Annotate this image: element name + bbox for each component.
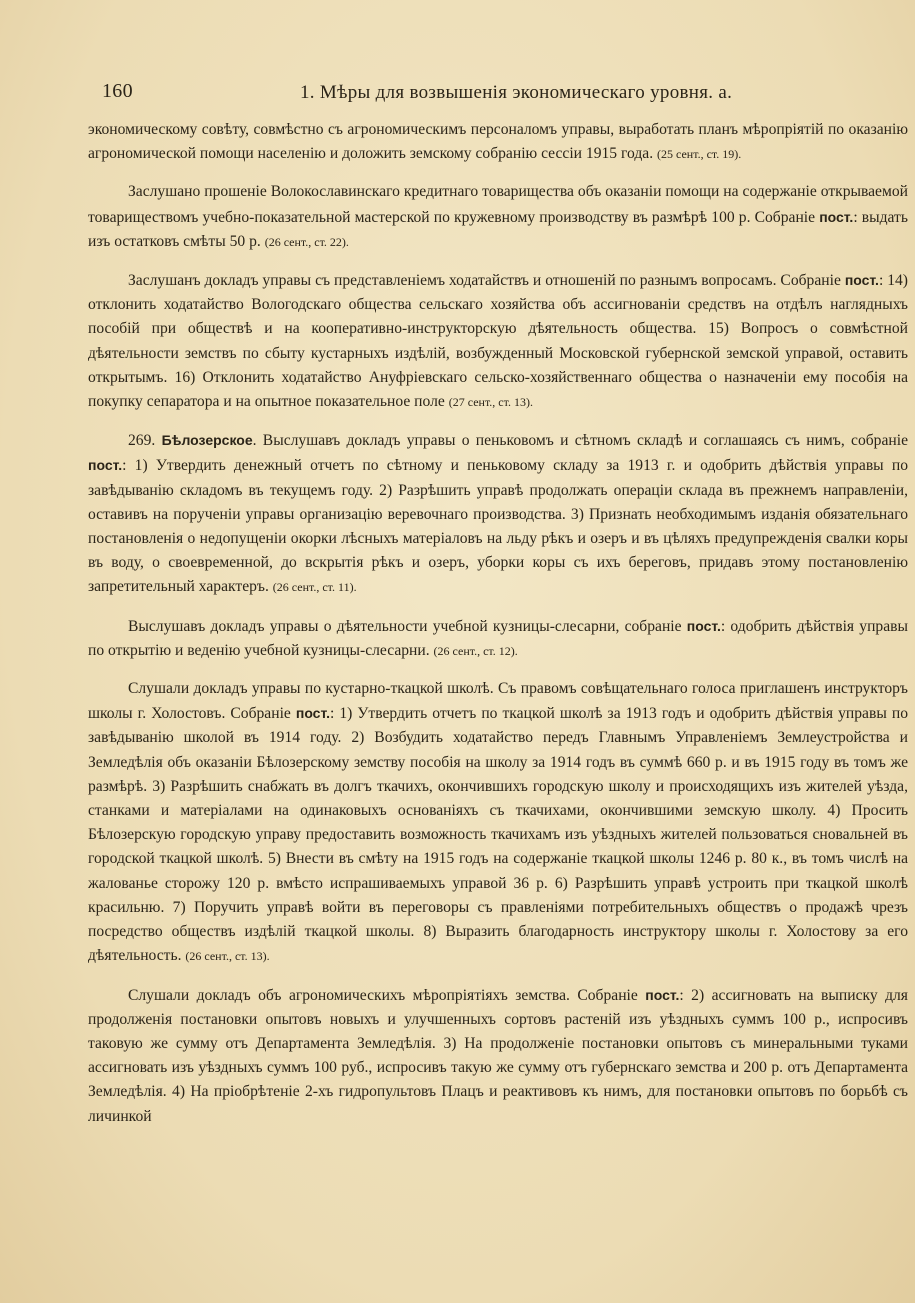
keyword: Бѣлозерское [161,432,253,449]
page-number: 160 [102,80,133,102]
text-run: Выслушавъ докладъ управы о дѣятельности учебной кузницы-слесарни, собраніе [128,617,687,635]
text-run: Заслушано прошеніе Волокославинскаго кредитнаго товарищества объ оказаніи помощи на содержаніе открываемой товариществомъ учебно-показательной мастерской по кружевному производству въ размѣрѣ 100 р. Собраніе [88,183,908,226]
text-run: : одобрить дѣйствія управы по открытію и веденію учебной кузницы-слесарни. [88,617,908,659]
text-run: : 1) Утвердить отчетъ по ткацкой школѣ за 1913 годъ и одобрить дѣйствія управы по завѣдыванію школой въ 1914 году. 2) Возбудить ходатайство передъ Главнымъ Управленіемъ Землеустройства и Земледѣлія объ оказаніи Бѣлозерскому земству пособія на школу за 1914 годъ въ суммѣ 660 р. и въ 1915 году въ томъ же размѣрѣ. 3) Разрѣшить снабжать въ долгъ ткачихъ, окончившихъ городскую школу и происходящихъ изъ жителей уѣзда, станками и матеріалами на одинаковыхъ основаніяхъ съ ткачихами, окончившими земскую школу. 4) Просить Бѣлозерскую городскую управу предоставить возможность ткачихамъ изъ уѣздныхъ жителей пользоваться сновальней въ городской ткацкой школѣ. 5) Внести въ смѣту на 1915 годъ на содержаніе ткацкой школы 1246 р. 80 к., въ томъ числѣ на жалованье сторожу 120 р. вмѣсто испрашиваемыхъ управой 36 р. 6) Разрѣшить управѣ устроить при ткацкой школѣ красильню. 7) Поручить управѣ войти въ переговоры съ правленіями потребительныхъ обществъ о продажѣ чрезъ посредство обществъ издѣлій ткацкой школы. 8) Выразить благодарность инструктору школы г. Холостову за его дѣятельность. [88,705,908,965]
keyword: пост. [686,617,721,634]
reference: (26 сент., ст. 13). [185,949,270,964]
reference: (26 сент., ст. 11). [272,580,357,595]
paragraph [88,268,908,414]
text-run: Слушали докладъ управы по кустарно-ткацкой школѣ. Съ правомъ совѣщательнаго голоса приглашенъ инструкторъ школы г. Холостовъ. Собраніе [88,680,908,723]
keyword: пост. [295,705,330,722]
running-title: 1. Мѣры для возвышенія экономическаго уровня. а. [300,82,733,103]
text-run: : 14) отклонить ходатайство Вологодскаго общества сельскаго хозяйства объ ассигнованіи средствъ на отдѣлъ наглядныхъ пособій при обществѣ и на кооперативно-инструкторскую дѣятельность общества. 15) Вопросъ о совмѣстной дѣятельности земствъ по сбыту кустарныхъ издѣлій, возбужденный Московской губернской земской управой, оставить открытымъ. 16) Отклонить ходатайство Ануфріевскаго сельско-хозяйственнаго общества о назначеніи ему пособія на покупку сепаратора и на опытное показательное поле [88,272,908,411]
page-header [102,80,882,110]
paragraph [88,983,908,1129]
text-run: 269. [128,432,162,450]
paragraph [88,677,908,968]
text-run: Слушали докладъ объ агрономическихъ мѣропріятіяхъ земства. Собраніе [128,986,646,1004]
body-text [88,118,908,1143]
reference: (27 сент., ст. 13). [448,395,533,410]
text-run: Заслушанъ докладъ управы съ представленіемъ ходатайствъ и отношеній по разнымъ вопросамъ. Собраніе [128,272,845,290]
text-run: экономическому совѣту, совмѣстно съ агрономическимъ персоналомъ управы, выработать планъ мѣропріятій по оказанію агрономической помощи населенію и доложить земскому собранію сессіи 1915 года. [88,121,908,163]
text-run: : выдать изъ остатковъ смѣты 50 р. [88,208,908,250]
keyword: пост. [88,457,123,474]
reference: (26 сент., ст. 22). [264,234,349,249]
reference: (26 сент., ст. 12). [433,643,518,658]
text-run: . Выслушавъ докладъ управы о пеньковомъ и сѣтномъ складѣ и соглашаясь съ нимъ, собраніе [252,432,908,450]
paragraph [88,614,908,663]
keyword: пост. [645,986,680,1003]
text-run: : 2) ассигновать на выписку для продолженія постановки опытовъ новыхъ и улучшенныхъ сортовъ растеній изъ уѣздныхъ суммъ 100 р., испросивъ таковую же сумму отъ Департамента Земледѣлія. 3) На продолженіе постановки опытовъ съ минеральными туками ассигновать изъ уѣздныхъ суммъ 100 руб., испросивъ такую же сумму отъ губернскаго земства и 200 р. отъ Департамента Земледѣлія. 4) На пріобрѣтеніе 2-хъ гидропультовъ Плацъ и реактивовъ къ нимъ, для постановки опытовъ по борьбѣ съ личинкой [88,986,908,1125]
paragraph [88,428,908,599]
keyword: пост. [844,272,879,289]
text-run: : 1) Утвердить денежный отчетъ по сѣтному и пеньковому складу за 1913 г. и одобрить дѣйствія управы по завѣдыванію складомъ въ текущемъ году. 2) Разрѣшить управѣ продолжать операціи склада въ прежнемъ направленіи, оставивъ на порученіи управы организацію веревочнаго производства. 3) Признать необходимымъ изданія обязательнаго постановленія о недопущеніи окорки лѣсныхъ матеріаловъ на льду рѣкъ и озеръ и въ цѣляхъ предупрежденія свалки коры въ воду, о своевременной, до вскрытія рѣкъ и озеръ, уборки коры съ ихъ береговъ, придавъ этому постановленію запретительный характеръ. [88,457,908,596]
reference: (25 сент., ст. 19). [657,147,742,162]
paragraph [88,180,908,254]
keyword: пост. [819,208,854,225]
paragraph [88,118,908,166]
